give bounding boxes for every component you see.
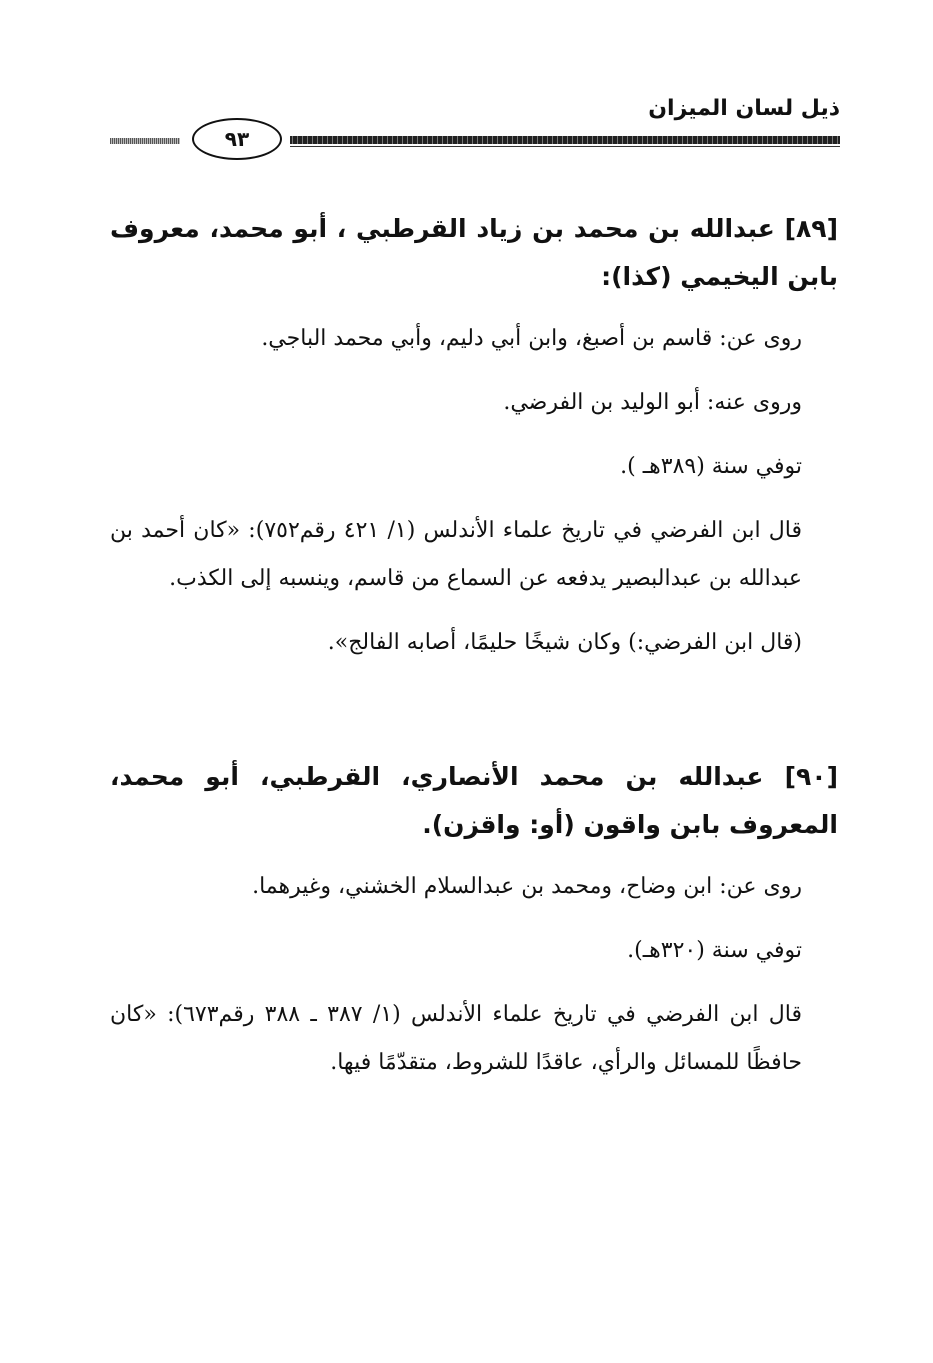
quote-continuation: (قال ابن الفرضي:) وكان شيخًا حليمًا، أصابه الفالج». — [327, 630, 802, 655]
death-year: توفي سنة (٣٢٠هـ). — [627, 938, 802, 963]
quote-paragraph: قال ابن الفرضي في تاريخ علماء الأندلس (١/ ٣٨٧ ـ ٣٨٨ رقم٦٧٣): «كان حافظًا للمسائل والرأي، عاقدًا للشروط، متقدّمًا فيها. — [110, 1002, 802, 1075]
entry-89 — [110, 205, 838, 667]
narrated-from: روى عن: ابن وضاح، ومحمد بن عبدالسلام الخشني، وغيرهما. — [252, 874, 802, 899]
entry-separator — [110, 683, 838, 753]
header-rule-long — [290, 136, 840, 144]
death-year: توفي سنة (٣٨٩هـ ). — [620, 454, 802, 479]
page-header — [100, 96, 840, 156]
entry-heading: [٨٩] عبدالله بن محمد بن زياد القرطبي ، أبو محمد، معروف بابن اليخيمي (كذا): — [110, 214, 838, 291]
header-rule-short — [110, 138, 180, 144]
page-body — [110, 205, 838, 1103]
entry-heading: [٩٠] عبدالله بن محمد الأنصاري، القرطبي، أبو محمد، المعروف بابن واقون (أو: واقزن). — [110, 762, 838, 839]
running-title: ذيل لسان الميزان — [648, 96, 840, 121]
quote-paragraph: قال ابن الفرضي في تاريخ علماء الأندلس (١/ ٤٢١ رقم٧٥٢): «كان أحمد بن عبدالله بن عبدالبصير يدفعه عن السماع من قاسم، وينسبه إلى الكذب. — [110, 518, 803, 591]
narrated-from: روى عن: قاسم بن أصبغ، وابن أبي دليم، وأبي محمد الباجي. — [261, 326, 802, 351]
page-number: ٩٣ — [192, 118, 282, 160]
narrated-by: وروى عنه: أبو الوليد بن الفرضي. — [503, 390, 802, 415]
entry-90 — [110, 753, 838, 1087]
